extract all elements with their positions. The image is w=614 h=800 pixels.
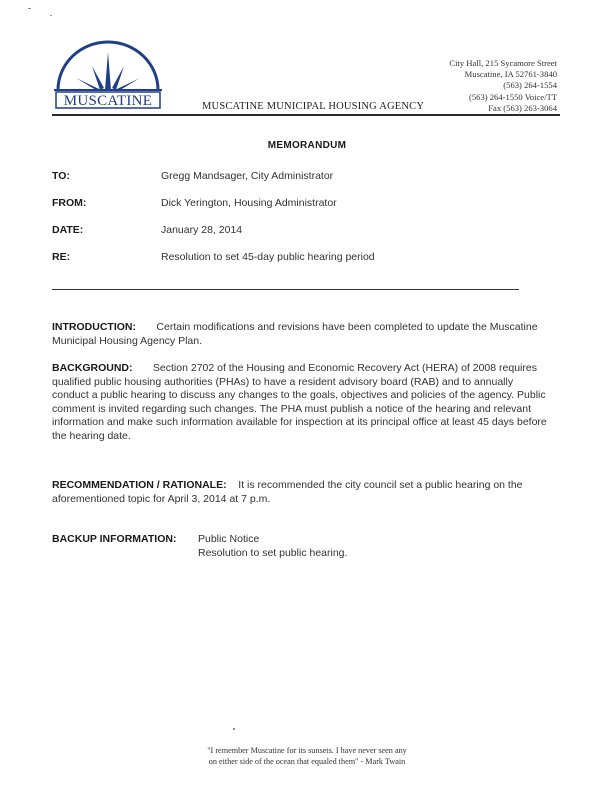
quote-line: "I remember Muscatine for its sunsets. I have never seen any xyxy=(207,746,407,755)
address-line: City Hall, 215 Sycamore Street xyxy=(449,58,557,68)
from-value: Dick Yerington, Housing Administrator xyxy=(161,197,337,209)
recommendation-label: RECOMMENDATION / RATIONALE: xyxy=(52,479,227,491)
backup-list xyxy=(198,533,347,560)
re-value: Resolution to set 45-day public hearing period xyxy=(161,251,375,263)
re-label: RE: xyxy=(52,251,71,263)
background-paragraph xyxy=(52,362,552,444)
backup-item: Resolution to set public hearing. xyxy=(198,546,348,559)
background-label: BACKGROUND: xyxy=(52,362,133,374)
header-divider xyxy=(52,114,560,116)
memo-title: MEMORANDUM xyxy=(267,140,347,151)
to-label: TO: xyxy=(52,170,70,182)
agency-name: MUSCATINE MUNICIPAL HOUSING AGENCY xyxy=(202,101,425,112)
address-line: Fax (563) 263-3064 xyxy=(488,102,557,113)
backup-label: BACKUP INFORMATION: xyxy=(52,533,177,545)
from-label: FROM: xyxy=(52,197,87,209)
introduction-text: Certain modifications and revisions have been completed to update the Muscatine Municipal Housing Agency Plan. xyxy=(52,321,538,347)
address-line: Muscatine, IA 52761-3840 xyxy=(464,69,557,80)
to-value: Gregg Mandsager, City Administrator xyxy=(161,170,334,182)
date-value: January 28, 2014 xyxy=(161,224,243,236)
scan-speck xyxy=(233,728,235,730)
logo-text: MUSCATINE xyxy=(63,93,153,109)
recommendation-paragraph xyxy=(52,479,552,506)
scan-speck xyxy=(28,8,31,9)
backup-item: Public Notice xyxy=(198,533,260,545)
recommendation-text: It is recommended the city council set a public hearing on the aforementioned topic for April 3, 2014 at 7 p.m. xyxy=(52,479,523,505)
footer-quote xyxy=(0,745,614,767)
introduction-label: INTRODUCTION: xyxy=(52,321,136,333)
date-label: DATE: xyxy=(52,224,84,236)
introduction-paragraph xyxy=(52,321,552,348)
section-divider xyxy=(52,289,519,290)
quote-line: on either side of the ocean that equaled them" - Mark Twain xyxy=(208,757,406,766)
address-block xyxy=(449,58,557,114)
address-line: (563) 264-1554 xyxy=(503,80,557,91)
address-line: (563) 264-1550 Voice/TT xyxy=(469,91,557,102)
scan-speck xyxy=(50,15,52,16)
background-text: Section 2702 of the Housing and Economic Recovery Act (HERA) of 2008 requires qualified public housing authorities (PHAs) to have a resident advisory board (RAB) and to annually conduct a public hearing to discuss any changes to the goals, objectives and policies of the agency. Public comment is invited regarding such changes. The PHA must publish a notice of the hearing and relevant information and make such information available for inspection at its principal office at least 45 days before the hearing date. xyxy=(52,362,547,442)
